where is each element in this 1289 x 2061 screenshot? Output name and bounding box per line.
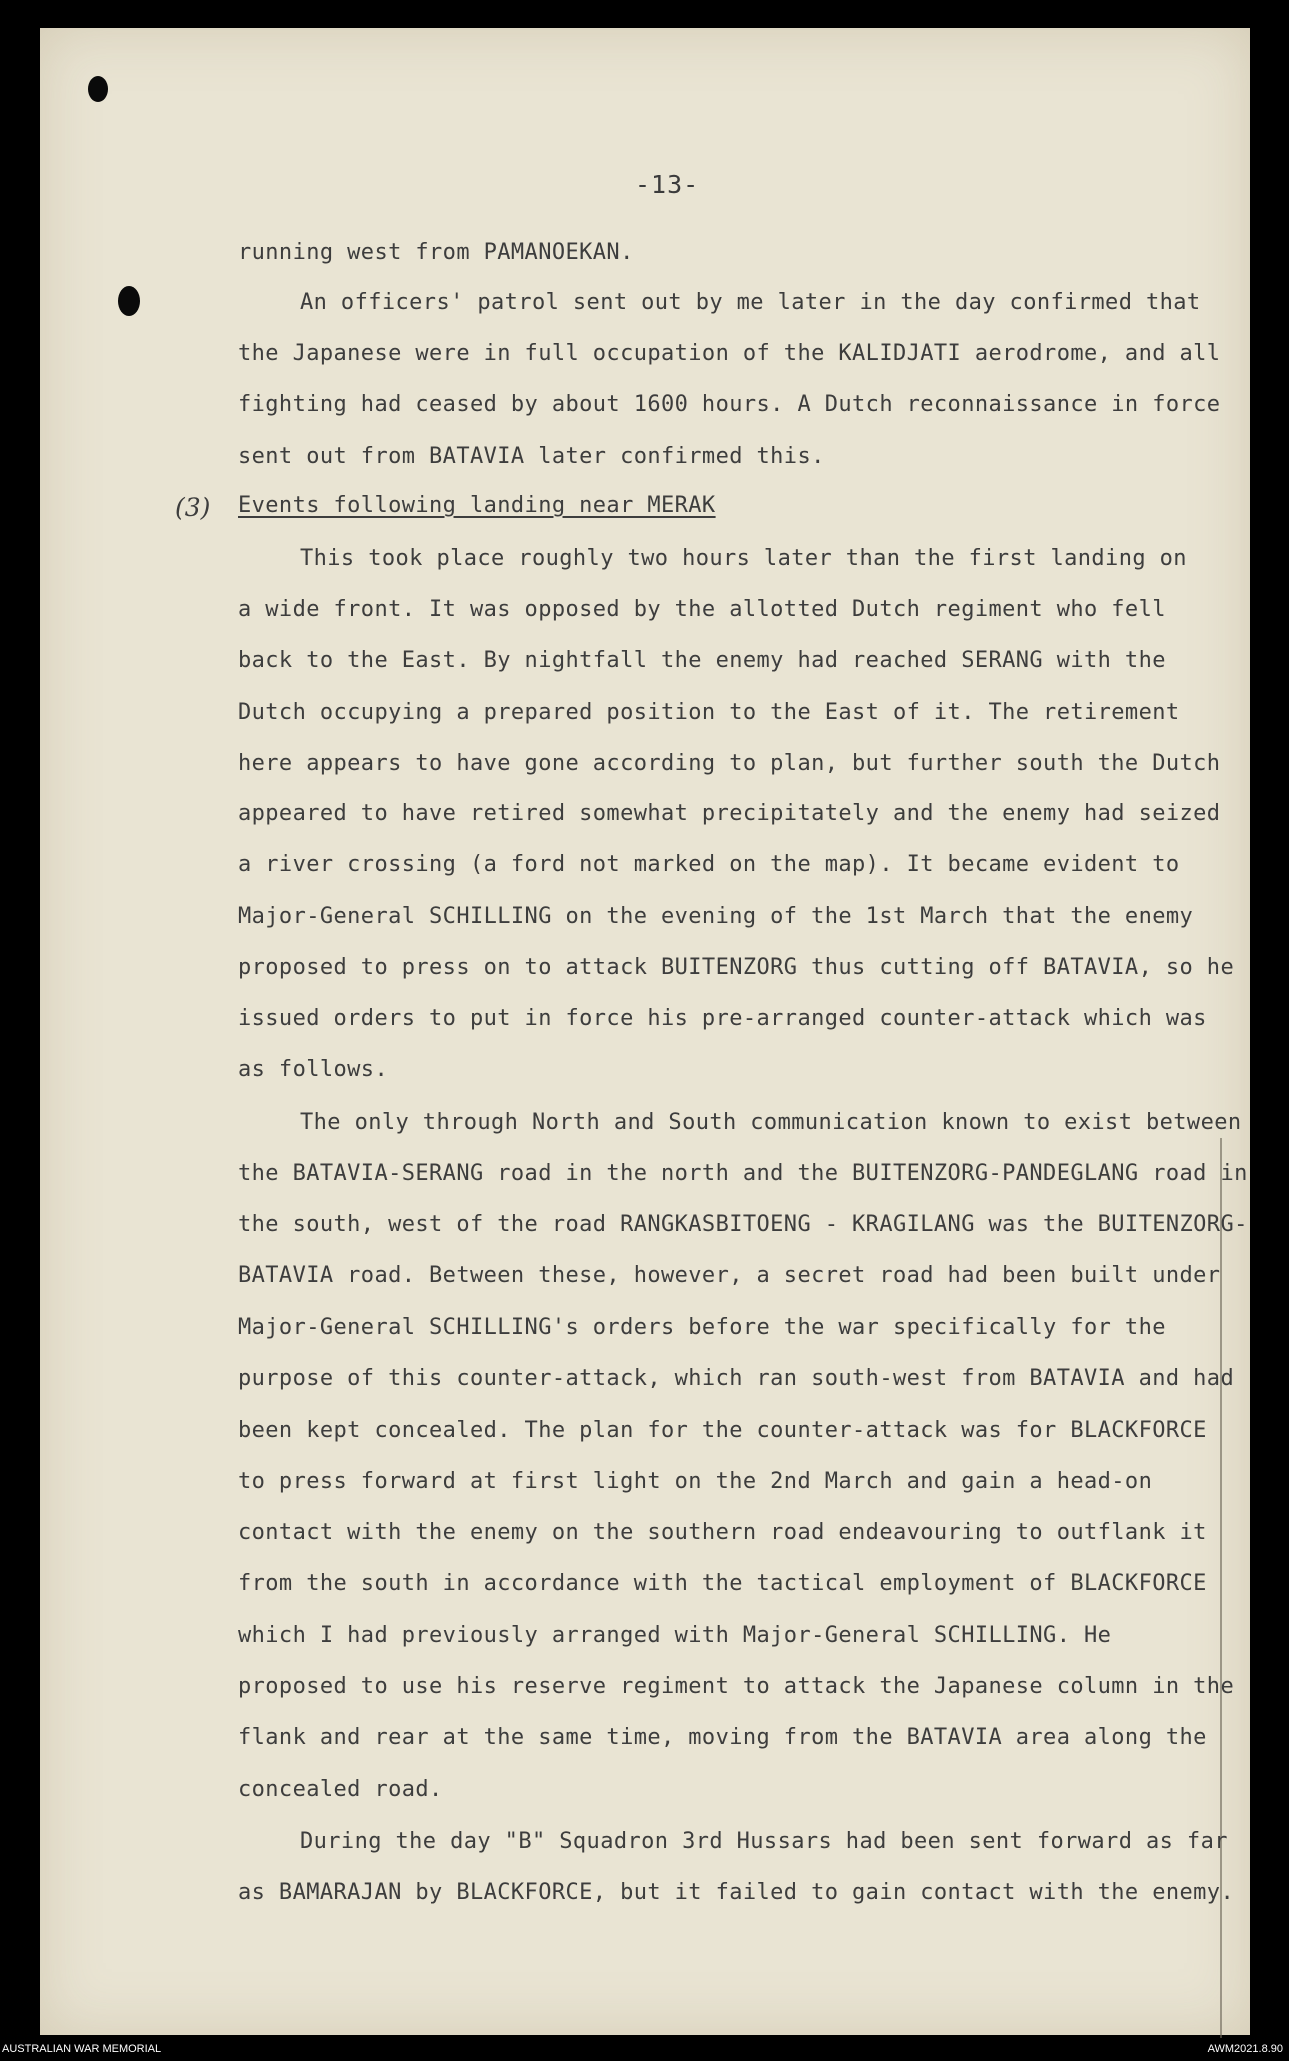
text-line: Dutch occupying a prepared position to the East of it. The retirement xyxy=(238,700,1180,725)
text-line: been kept concealed. The plan for the counter-attack was for BLACKFORCE xyxy=(238,1418,1207,1443)
text-line: proposed to use his reserve regiment to attack the Japanese column in the xyxy=(238,1674,1235,1699)
section-number: (3) xyxy=(175,493,211,522)
page-number: -13- xyxy=(635,170,700,199)
section-heading: Events following landing near MERAK xyxy=(238,493,716,518)
text-line: the Japanese were in full occupation of the KALIDJATI aerodrome, and all xyxy=(238,341,1221,366)
text-line: During the day "B" Squadron 3rd Hussars had been sent forward as far xyxy=(300,1829,1228,1854)
text-line: Major-General SCHILLING on the evening of the 1st March that the enemy xyxy=(238,904,1194,929)
text-line: the south, west of the road RANGKASBITOENG - KRAGILANG was the BUITENZORG- xyxy=(238,1212,1248,1237)
text-line: as follows. xyxy=(238,1057,389,1082)
text-line: sent out from BATAVIA later confirmed this. xyxy=(238,444,825,469)
text-line: here appears to have gone according to plan, but further south the Dutch xyxy=(238,751,1221,776)
text-line: proposed to press on to attack BUITENZORG thus cutting off BATAVIA, so he xyxy=(238,955,1235,980)
footer-credit: AUSTRALIAN WAR MEMORIAL xyxy=(2,2043,162,2055)
text-line: to press forward at first light on the 2nd March and gain a head-on xyxy=(238,1469,1153,1494)
text-line: The only through North and South communication known to exist between xyxy=(300,1110,1242,1135)
text-line: This took place roughly two hours later than the first landing on xyxy=(300,546,1187,571)
text-line: as BAMARAJAN by BLACKFORCE, but it failed to gain contact with the enemy. xyxy=(238,1880,1235,1905)
footer-reference: AWM2021.8.90 xyxy=(1207,2043,1283,2055)
text-line: the BATAVIA-SERANG road in the north and the BUITENZORG-PANDEGLANG road in xyxy=(238,1161,1248,1186)
text-line: appeared to have retired somewhat precipitately and the enemy had seized xyxy=(238,801,1221,826)
text-line: running west from PAMANOEKAN. xyxy=(238,240,634,265)
text-line: a river crossing (a ford not marked on the map). It became evident to xyxy=(238,852,1180,877)
text-line: from the south in accordance with the tactical employment of BLACKFORCE xyxy=(238,1571,1207,1596)
text-line: back to the East. By nightfall the enemy had reached SERANG with the xyxy=(238,648,1166,673)
punch-hole-middle xyxy=(118,286,140,316)
text-line: purpose of this counter-attack, which ran south-west from BATAVIA and had xyxy=(238,1366,1235,1391)
text-line: flank and rear at the same time, moving from the BATAVIA area along the xyxy=(238,1725,1207,1750)
text-line: BATAVIA road. Between these, however, a secret road had been built under xyxy=(238,1263,1221,1288)
text-line: issued orders to put in force his pre-arranged counter-attack which was xyxy=(238,1006,1207,1031)
text-line: a wide front. It was opposed by the allotted Dutch regiment who fell xyxy=(238,597,1166,622)
text-line: concealed road. xyxy=(238,1777,443,1802)
text-line: which I had previously arranged with Major-General SCHILLING. He xyxy=(238,1623,1112,1648)
text-line: An officers' patrol sent out by me later in the day confirmed that xyxy=(300,290,1201,315)
text-line: contact with the enemy on the southern road endeavouring to outflank it xyxy=(238,1520,1207,1545)
text-line: fighting had ceased by about 1600 hours. A Dutch reconnaissance in force xyxy=(238,392,1221,417)
punch-hole-top xyxy=(88,76,108,102)
text-line: Major-General SCHILLING's orders before the war specifically for the xyxy=(238,1315,1166,1340)
